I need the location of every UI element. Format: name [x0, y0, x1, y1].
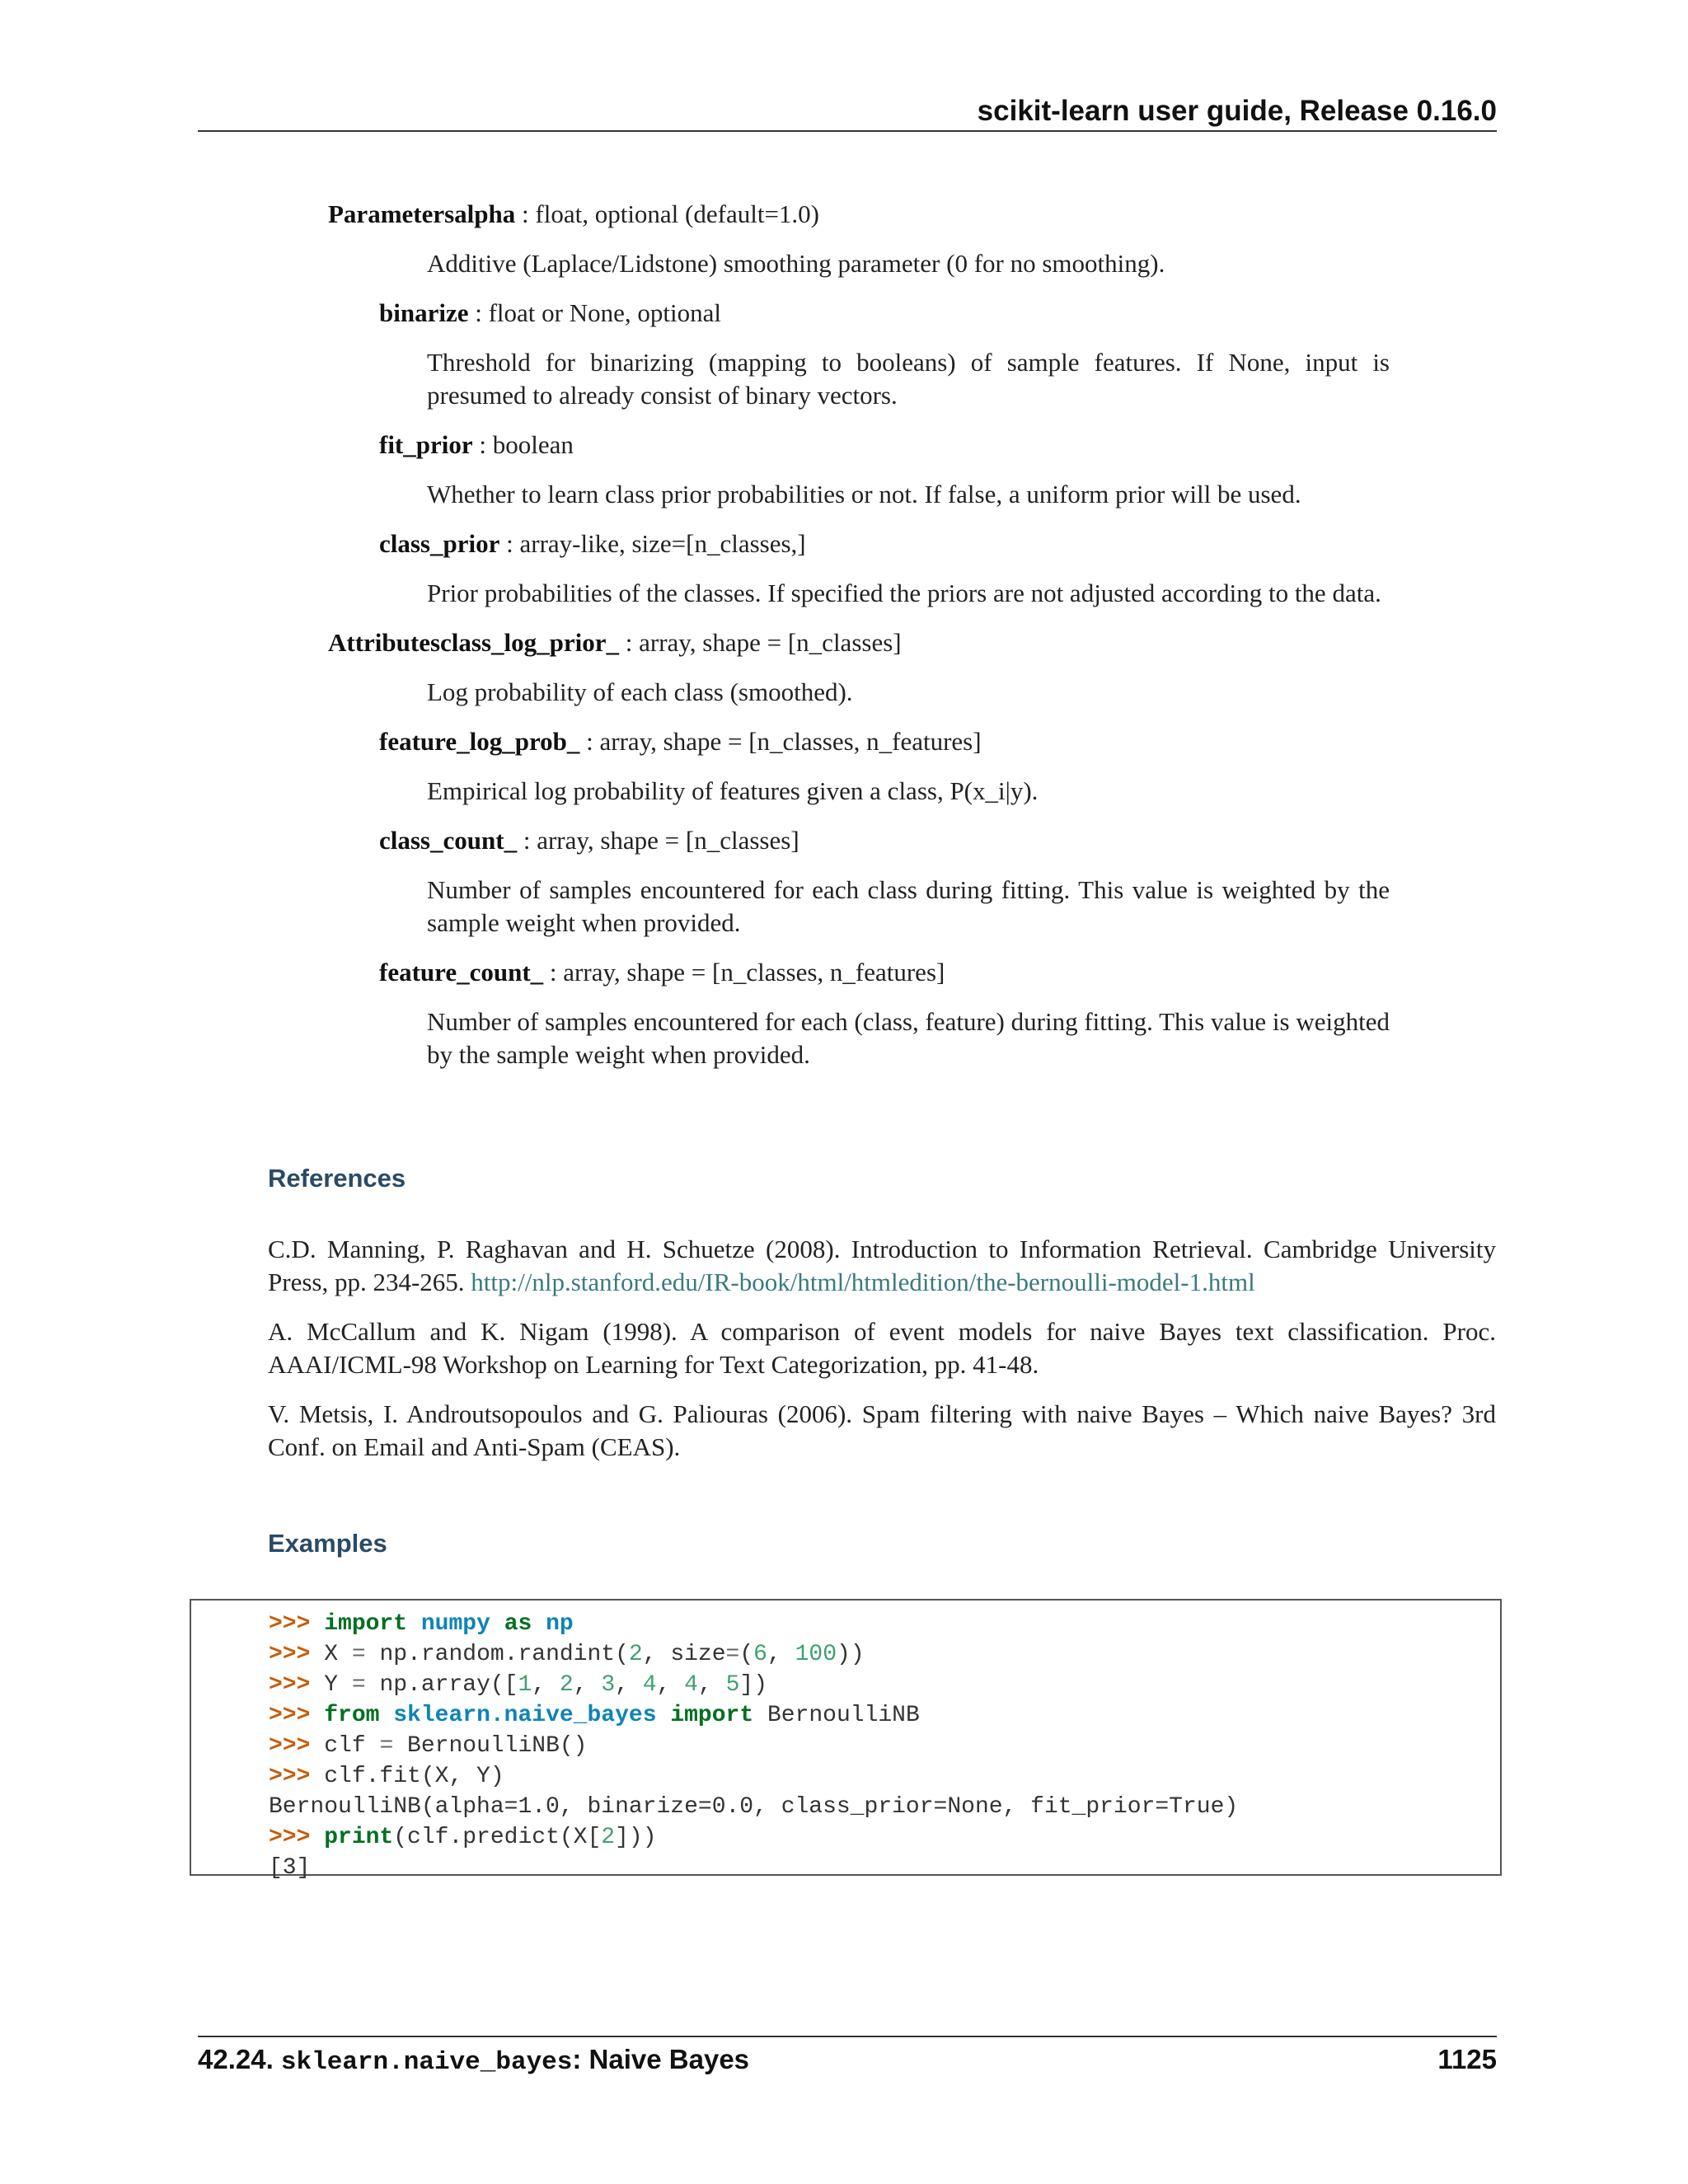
references-list — [268, 1233, 1496, 1480]
code-line — [269, 1609, 1500, 1639]
param-term: Parametersalpha : float, optional (default=1.0) — [328, 199, 819, 228]
code-token — [657, 1703, 671, 1728]
attribute-term: class_count_ : array, shape = [n_classes] — [379, 826, 799, 855]
code-token: = — [351, 1672, 366, 1698]
code-prompt: >>> — [269, 1672, 325, 1698]
code-token: 4 — [642, 1672, 657, 1698]
code-token: )) — [837, 1642, 865, 1667]
code-token: from — [324, 1703, 380, 1728]
code-token: , — [532, 1672, 560, 1698]
code-token: , — [573, 1672, 602, 1698]
code-token: , — [615, 1672, 643, 1698]
code-line — [269, 1731, 1500, 1761]
code-token: 100 — [795, 1642, 837, 1667]
code-prompt: >>> — [269, 1733, 325, 1759]
footer-section-title: : Naive Bayes — [572, 2044, 750, 2074]
code-prompt: >>> — [269, 1703, 325, 1728]
code-line — [269, 1761, 1500, 1792]
param-description: Whether to learn class prior probabilities or not. If false, a uniform prior will be used. — [427, 480, 1301, 509]
code-token: BernoulliNB(alpha=1.0, binarize=0.0, class_prior=None, fit_prior=True) — [269, 1794, 1239, 1820]
param-term: fit_prior : boolean — [379, 430, 574, 459]
attribute-term: feature_log_prob_ : array, shape = [n_classes, n_features] — [379, 727, 982, 756]
code-token — [490, 1611, 504, 1637]
code-line — [269, 1853, 1500, 1883]
code-token: import — [670, 1703, 754, 1728]
code-token: 4 — [684, 1672, 698, 1698]
code-line — [269, 1792, 1500, 1822]
code-token: X — [324, 1642, 352, 1667]
code-token: 5 — [725, 1672, 740, 1698]
attribute-term: feature_count_ : array, shape = [n_classes, n_features] — [379, 958, 945, 987]
code-prompt: >>> — [269, 1611, 325, 1637]
code-prompt: >>> — [269, 1825, 325, 1850]
code-token — [532, 1611, 546, 1637]
references-heading: References — [268, 1164, 406, 1193]
attribute-description: Empirical log probability of features given a class, P(x_i|y). — [427, 776, 1039, 805]
reference-item: A. McCallum and K. Nigam (1998). A comparison of event models for naive Bayes text classification. Proc. AAAI/ICML-98 Workshop on Learning for Text Categorization, pp. 41-48. — [268, 1317, 1496, 1379]
code-prompt: >>> — [269, 1642, 325, 1667]
code-token: np — [546, 1611, 574, 1637]
code-token: (clf.predict(X[ — [393, 1825, 602, 1850]
code-token: clf.fit(X, Y) — [324, 1764, 504, 1789]
code-line — [269, 1639, 1500, 1670]
code-token: , — [767, 1642, 795, 1667]
param-description: Additive (Laplace/Lidstone) smoothing parameter (0 for no smoothing). — [427, 249, 1165, 278]
code-token: BernoulliNB() — [393, 1733, 588, 1759]
page-number: 1125 — [1437, 2044, 1497, 2074]
parameters-list — [328, 198, 1498, 1088]
code-token: ])) — [615, 1825, 657, 1850]
code-token: clf — [324, 1733, 380, 1759]
code-token: as — [504, 1611, 532, 1637]
reference-item: C.D. Manning, P. Raghavan and H. Schuetze (2008). Introduction to Information Retrieval. Cambridge University Press, pp. 234-265. http://nlp.stanford.edu/IR-book/html/htmledition/the-bernoulli-model-1.html — [268, 1235, 1496, 1296]
code-token: numpy — [420, 1611, 490, 1637]
code-token: = — [351, 1642, 366, 1667]
code-token: np.random.randint( — [365, 1642, 629, 1667]
code-token: , — [656, 1672, 685, 1698]
code-token: np.array([ — [365, 1672, 518, 1698]
code-token: Y — [324, 1672, 352, 1698]
code-example-block[interactable] — [190, 1599, 1502, 1881]
code-token: 2 — [559, 1672, 574, 1698]
code-token: , size — [642, 1642, 726, 1667]
code-token: sklearn.naive_bayes — [393, 1703, 657, 1728]
code-token: 3 — [601, 1672, 616, 1698]
footer-module-name: sklearn.naive_bayes — [280, 2048, 573, 2077]
attribute-description: Number of samples encountered for each (class, feature) during fitting. This value is weighted by the sample weight when provided. — [427, 1007, 1390, 1069]
code-line — [269, 1700, 1500, 1731]
code-token: = — [725, 1642, 740, 1667]
code-token: 2 — [601, 1825, 616, 1850]
code-token: [3] — [269, 1855, 311, 1881]
code-line — [269, 1670, 1500, 1700]
examples-heading: Examples — [268, 1529, 387, 1558]
param-term: binarize : float or None, optional — [379, 298, 721, 327]
code-token: 1 — [518, 1672, 532, 1698]
reference-link[interactable]: http://nlp.stanford.edu/IR-book/html/htmledition/the-bernoulli-model-1.html — [471, 1268, 1255, 1296]
code-token: 6 — [753, 1642, 767, 1667]
attribute-description: Number of samples encountered for each class during fitting. This value is weighted by the sample weight when provided. — [427, 875, 1390, 937]
page-footer — [198, 2036, 1497, 2079]
param-term: class_prior : array-like, size=[n_classes,] — [379, 529, 806, 558]
code-token: ( — [739, 1642, 754, 1667]
code-token: , — [697, 1672, 726, 1698]
reference-item: V. Metsis, I. Androutsopoulos and G. Paliouras (2006). Spam filtering with naive Bayes – Which naive Bayes? 3rd Conf. on Email and Anti-Spam (CEAS). — [268, 1399, 1496, 1461]
attribute-description: Log probability of each class (smoothed). — [427, 677, 853, 706]
page-header — [198, 92, 1497, 132]
footer-section-number: 42.24. — [198, 2044, 281, 2074]
code-token: print — [324, 1825, 394, 1850]
attribute-term: Attributesclass_log_prior_ : array, shape = [n_classes] — [328, 628, 902, 657]
code-token: BernoulliNB — [753, 1703, 920, 1728]
code-token: ]) — [739, 1672, 768, 1698]
code-token: 2 — [628, 1642, 643, 1667]
code-token — [407, 1611, 421, 1637]
code-token: import — [324, 1611, 408, 1637]
header-title: scikit-learn user guide, Release 0.16.0 — [977, 95, 1497, 127]
param-description: Prior probabilities of the classes. If specified the priors are not adjusted according to the data. — [427, 579, 1381, 607]
code-token: = — [379, 1733, 394, 1759]
param-description: Threshold for binarizing (mapping to booleans) of sample features. If None, input is presumed to already consist of binary vectors. — [427, 348, 1390, 410]
code-prompt: >>> — [269, 1764, 325, 1789]
code-token — [379, 1703, 393, 1728]
code-line — [269, 1822, 1500, 1853]
